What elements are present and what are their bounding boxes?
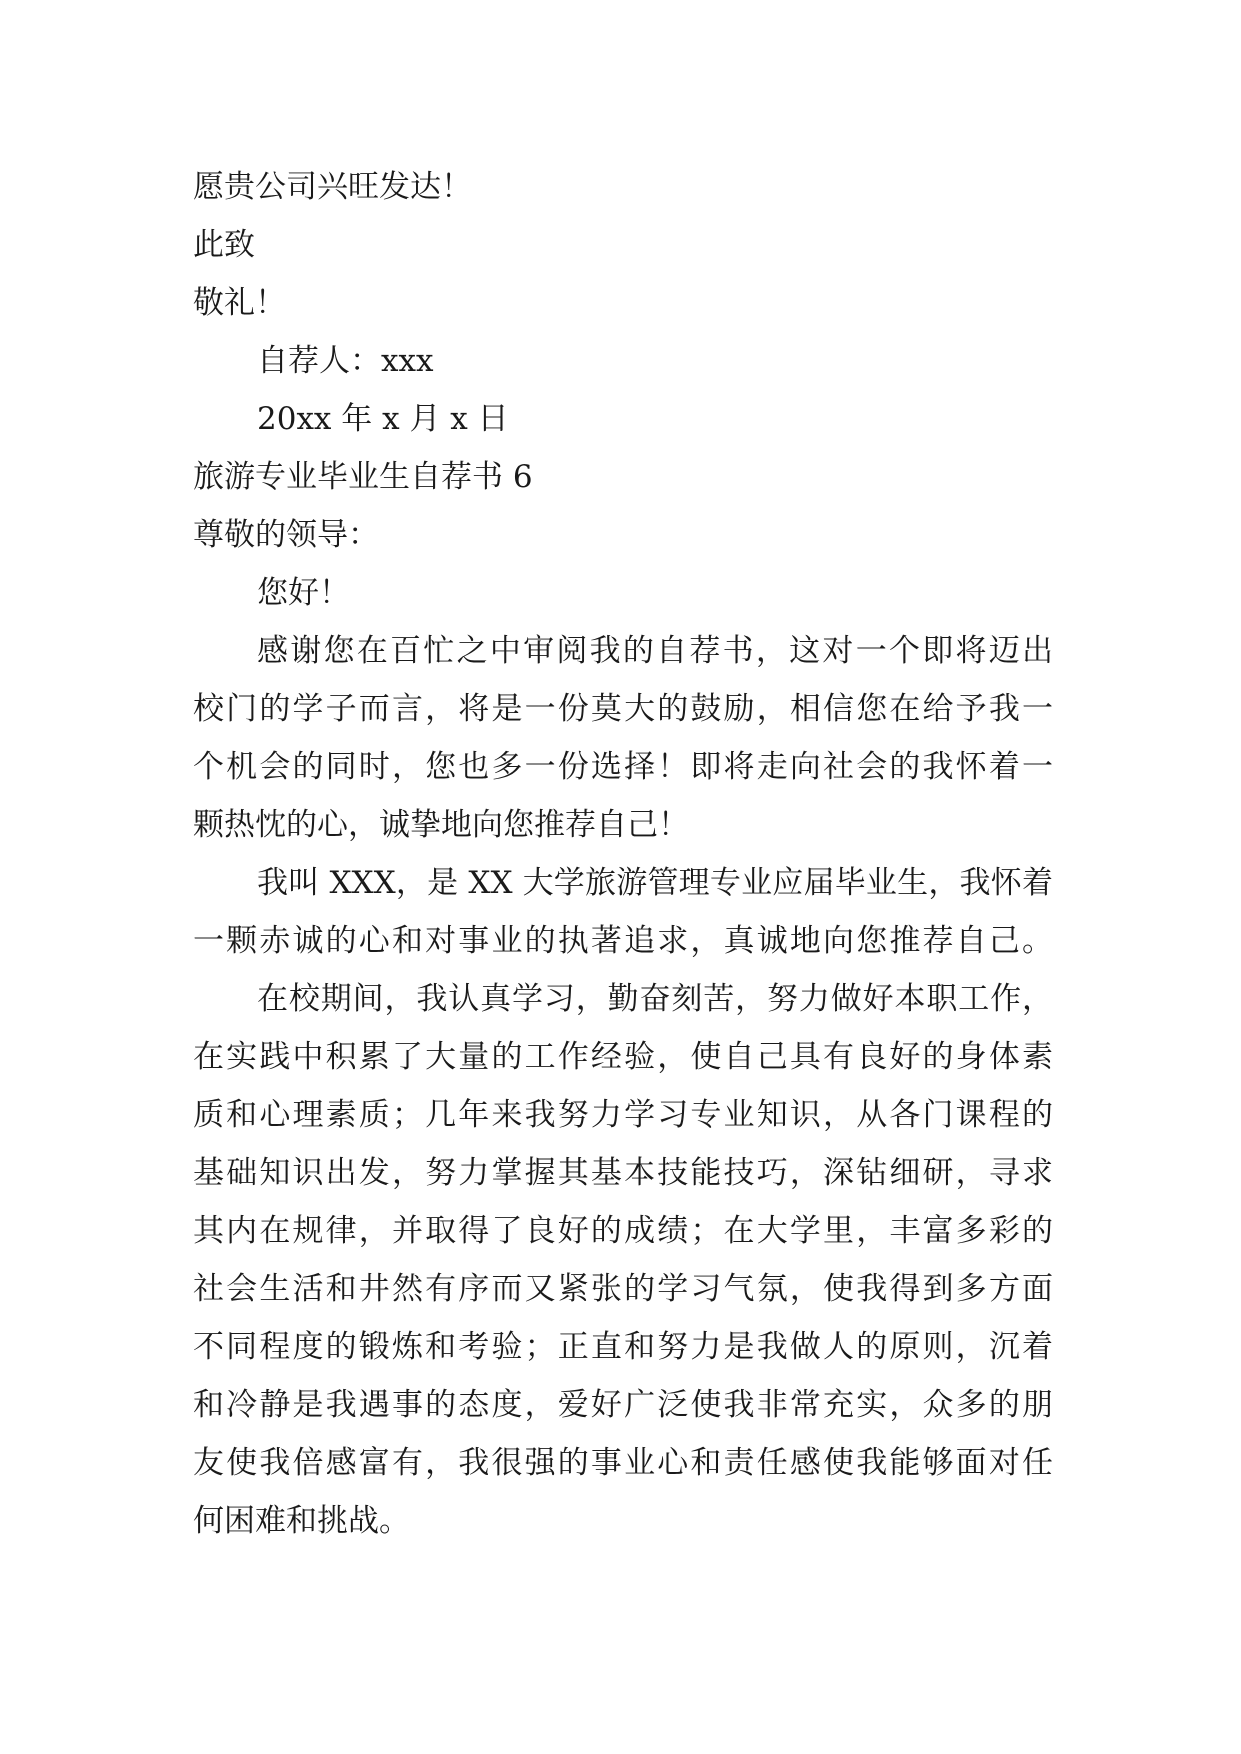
paragraph-line: 个机会的同时，您也多一份选择！即将走向社会的我怀着一: [193, 749, 1053, 785]
paragraph-line: 感谢您在百忙之中审阅我的自荐书，这对一个即将迈出: [257, 633, 1053, 669]
paragraph-line: 在实践中积累了大量的工作经验，使自己具有良好的身体素: [193, 1039, 1053, 1075]
paragraph-line: 基础知识出发，努力掌握其基本技能技巧，深钻细研，寻求: [193, 1155, 1053, 1191]
addressee: 尊敬的领导：: [193, 517, 379, 553]
signer: 自荐人：xxx: [257, 343, 434, 379]
paragraph-line: 何困难和挑战。: [193, 1503, 410, 1539]
closing-salutation-1: 此致: [193, 227, 255, 263]
letter-title: 旅游专业毕业生自荐书 6: [193, 459, 533, 495]
paragraph-line: 和冷静是我遇事的态度，爱好广泛使我非常充实，众多的朋: [193, 1387, 1053, 1423]
paragraph-line: 其内在规律，并取得了良好的成绩；在大学里，丰富多彩的: [193, 1213, 1053, 1249]
closing-salutation-2: 敬礼！: [193, 285, 286, 321]
date: 20xx 年 x 月 x 日: [257, 401, 509, 437]
paragraph-line: 友使我倍感富有，我很强的事业心和责任感使我能够面对任: [193, 1445, 1053, 1481]
paragraph-line: 不同程度的锻炼和考验；正直和努力是我做人的原则，沉着: [193, 1329, 1053, 1365]
paragraph-line: 质和心理素质；几年来我努力学习专业知识，从各门课程的: [193, 1097, 1053, 1133]
greeting: 您好！: [257, 575, 350, 611]
paragraph-line: 颗热忱的心，诚挚地向您推荐自己！: [193, 807, 689, 843]
paragraph-line: 在校期间，我认真学习，勤奋刻苦，努力做好本职工作，: [257, 981, 1053, 1017]
paragraph-line: 社会生活和井然有序而又紧张的学习气氛，使我得到多方面: [193, 1271, 1053, 1307]
paragraph-line: 一颗赤诚的心和对事业的执著追求，真诚地向您推荐自己。: [193, 923, 1053, 959]
paragraph-line: 我叫 XXX，是 XX 大学旅游管理专业应届毕业生，我怀着: [257, 865, 1053, 901]
paragraph-line: 校门的学子而言，将是一份莫大的鼓励，相信您在给予我一: [193, 691, 1053, 727]
closing-wish: 愿贵公司兴旺发达！: [193, 169, 472, 205]
